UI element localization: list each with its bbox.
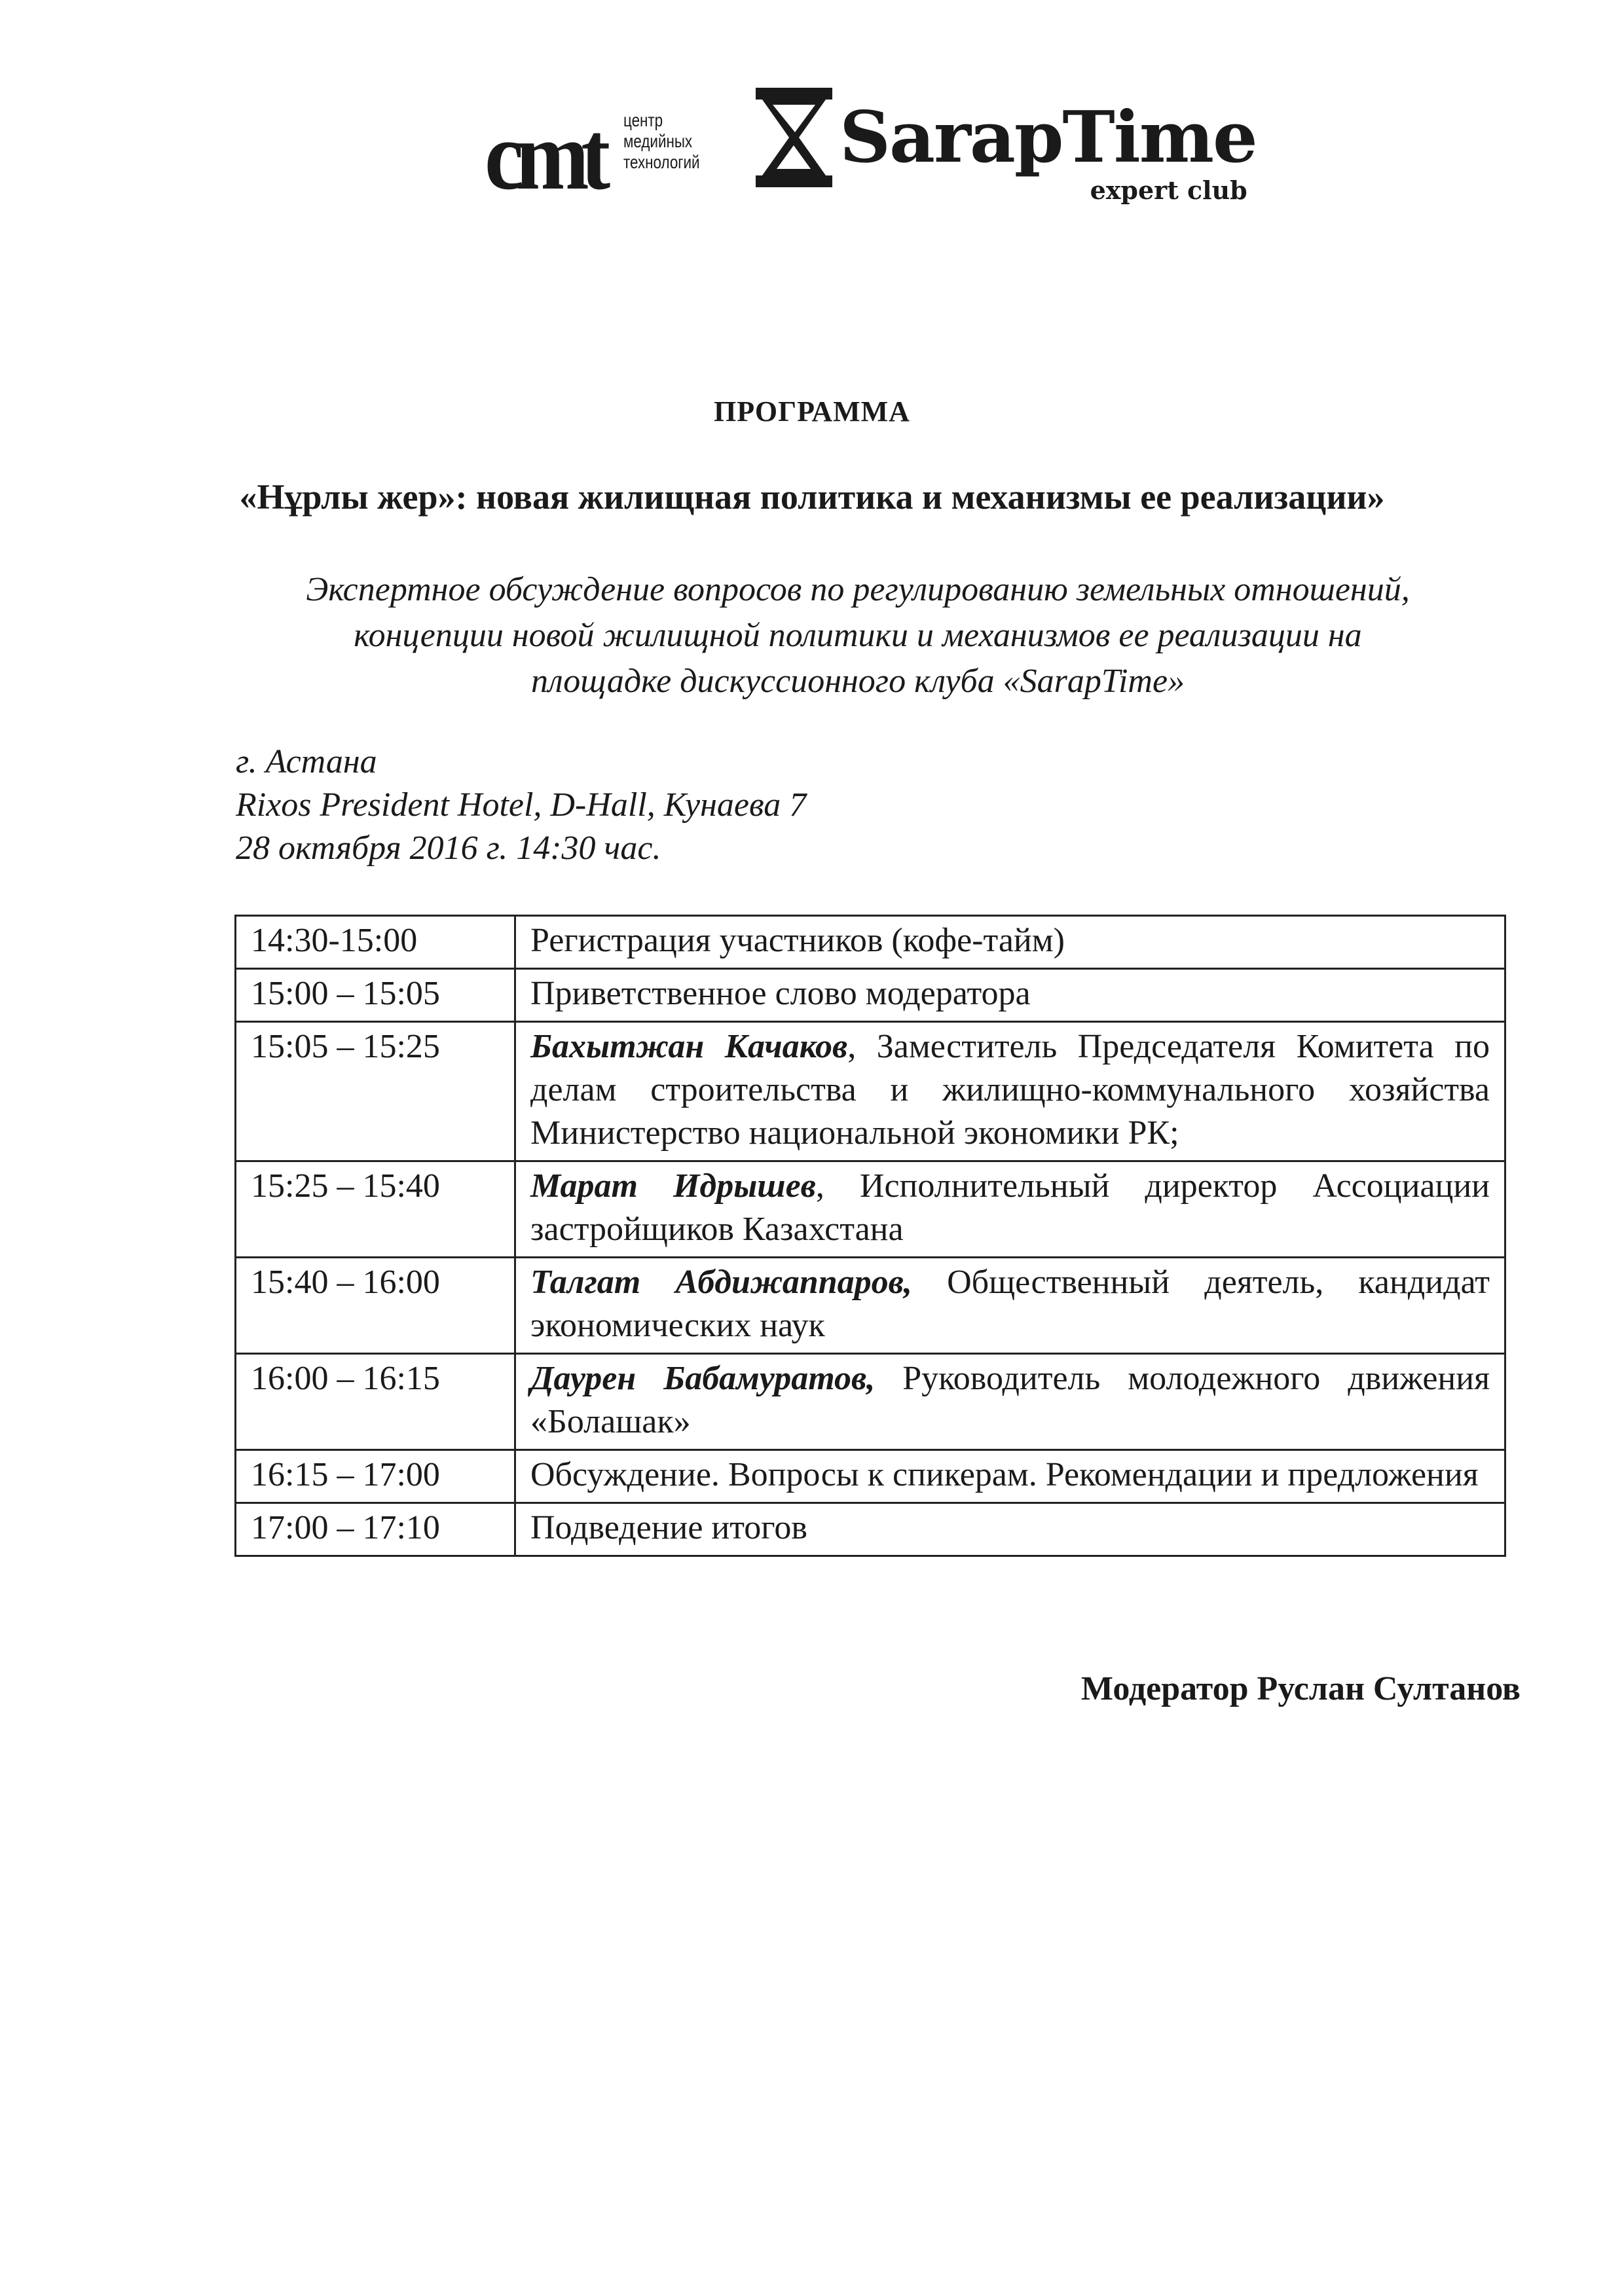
agenda-item — [515, 1022, 1505, 1161]
agenda-row — [236, 1503, 1505, 1556]
agenda-row — [236, 1161, 1505, 1258]
cmt-logo-line: технологий — [623, 152, 700, 172]
agenda-item — [515, 916, 1505, 969]
agenda-time: 16:00 – 16:15 — [236, 1354, 515, 1450]
event-city: г. Астана — [236, 743, 377, 780]
agenda-item — [515, 969, 1505, 1022]
event-venue: Rixos President Hotel, D-Hall, Кунаева 7 — [236, 786, 807, 824]
agenda-text: Обсуждение. Вопросы к спикерам. Рекомендации и предложения — [530, 1456, 1479, 1493]
agenda-item — [515, 1503, 1505, 1556]
agenda-text: , Исполнительный директор Ассоциации застройщиков Казахстана — [530, 1167, 1490, 1248]
agenda-text: Приветственное слово модератора — [530, 975, 1031, 1012]
description-line: Экспертное обсуждение вопросов по регулированию земельных отношений, — [306, 571, 1410, 608]
agenda-text: , Заместитель Председателя Комитета по делам строительства и жилищно-коммунального хозяйства Министерство национальной экономики РК; — [530, 1028, 1490, 1152]
agenda-row — [236, 916, 1505, 969]
saraptime-logo — [840, 96, 1257, 205]
agenda-time: 15:00 – 15:05 — [236, 969, 515, 1022]
agenda-row — [236, 1354, 1505, 1450]
event-datetime: 28 октября 2016 г. 14:30 час. — [236, 829, 661, 867]
agenda-item — [515, 1354, 1505, 1450]
logo-header — [485, 79, 1257, 210]
agenda-item — [515, 1258, 1505, 1354]
cmt-logo-mark: cmt — [485, 101, 602, 210]
cmt-logo-line: центр — [623, 110, 663, 130]
agenda-row — [236, 1258, 1505, 1354]
event-info — [236, 740, 806, 870]
agenda-time: 16:15 – 17:00 — [236, 1450, 515, 1503]
description-line: концепции новой жилищной политики и механизмов ее реализации на — [354, 617, 1362, 654]
agenda-text: Руководитель молодежного движения «Болашак» — [530, 1360, 1490, 1440]
agenda-speaker: Даурен Бабамуратов, — [530, 1360, 876, 1397]
agenda-item — [515, 1450, 1505, 1503]
agenda-text: Общественный деятель, кандидат экономических наук — [530, 1264, 1490, 1344]
agenda-time: 14:30-15:00 — [236, 916, 515, 969]
cmt-logo-line: медийных — [623, 131, 693, 151]
agenda-speaker: Марат Идрышев — [530, 1167, 816, 1205]
agenda-time: 15:05 – 15:25 — [236, 1022, 515, 1161]
agenda-table — [234, 915, 1506, 1557]
brand-name: SarapTime — [840, 96, 1257, 179]
agenda-text: Подведение итогов — [530, 1509, 807, 1546]
agenda-row — [236, 1022, 1505, 1161]
agenda-time: 15:25 – 15:40 — [236, 1161, 515, 1258]
program-subtitle: «Нұрлы жер»: новая жилищная политика и механизмы ее реализации» — [239, 477, 1385, 517]
agenda-speaker: Талгат Абдижаппаров, — [530, 1264, 912, 1301]
agenda-item — [515, 1161, 1505, 1258]
brand-subtitle: expert club — [1090, 175, 1247, 205]
agenda-time: 17:00 – 17:10 — [236, 1503, 515, 1556]
agenda-row — [236, 969, 1505, 1022]
agenda-row — [236, 1450, 1505, 1503]
hourglass-icon — [753, 85, 835, 190]
agenda-time: 15:40 – 16:00 — [236, 1258, 515, 1354]
agenda-text: Регистрация участников (кофе-тайм) — [530, 922, 1065, 959]
cmt-logo-text — [623, 110, 699, 173]
program-title: ПРОГРАММА — [714, 395, 910, 428]
description-line: площадке дискуссионного клуба «SarapTime» — [530, 663, 1185, 700]
agenda-speaker: Бахытжан Качаков — [530, 1028, 848, 1065]
program-description — [223, 567, 1493, 704]
moderator-signature: Модератор Руслан Султанов — [1080, 1670, 1521, 1707]
